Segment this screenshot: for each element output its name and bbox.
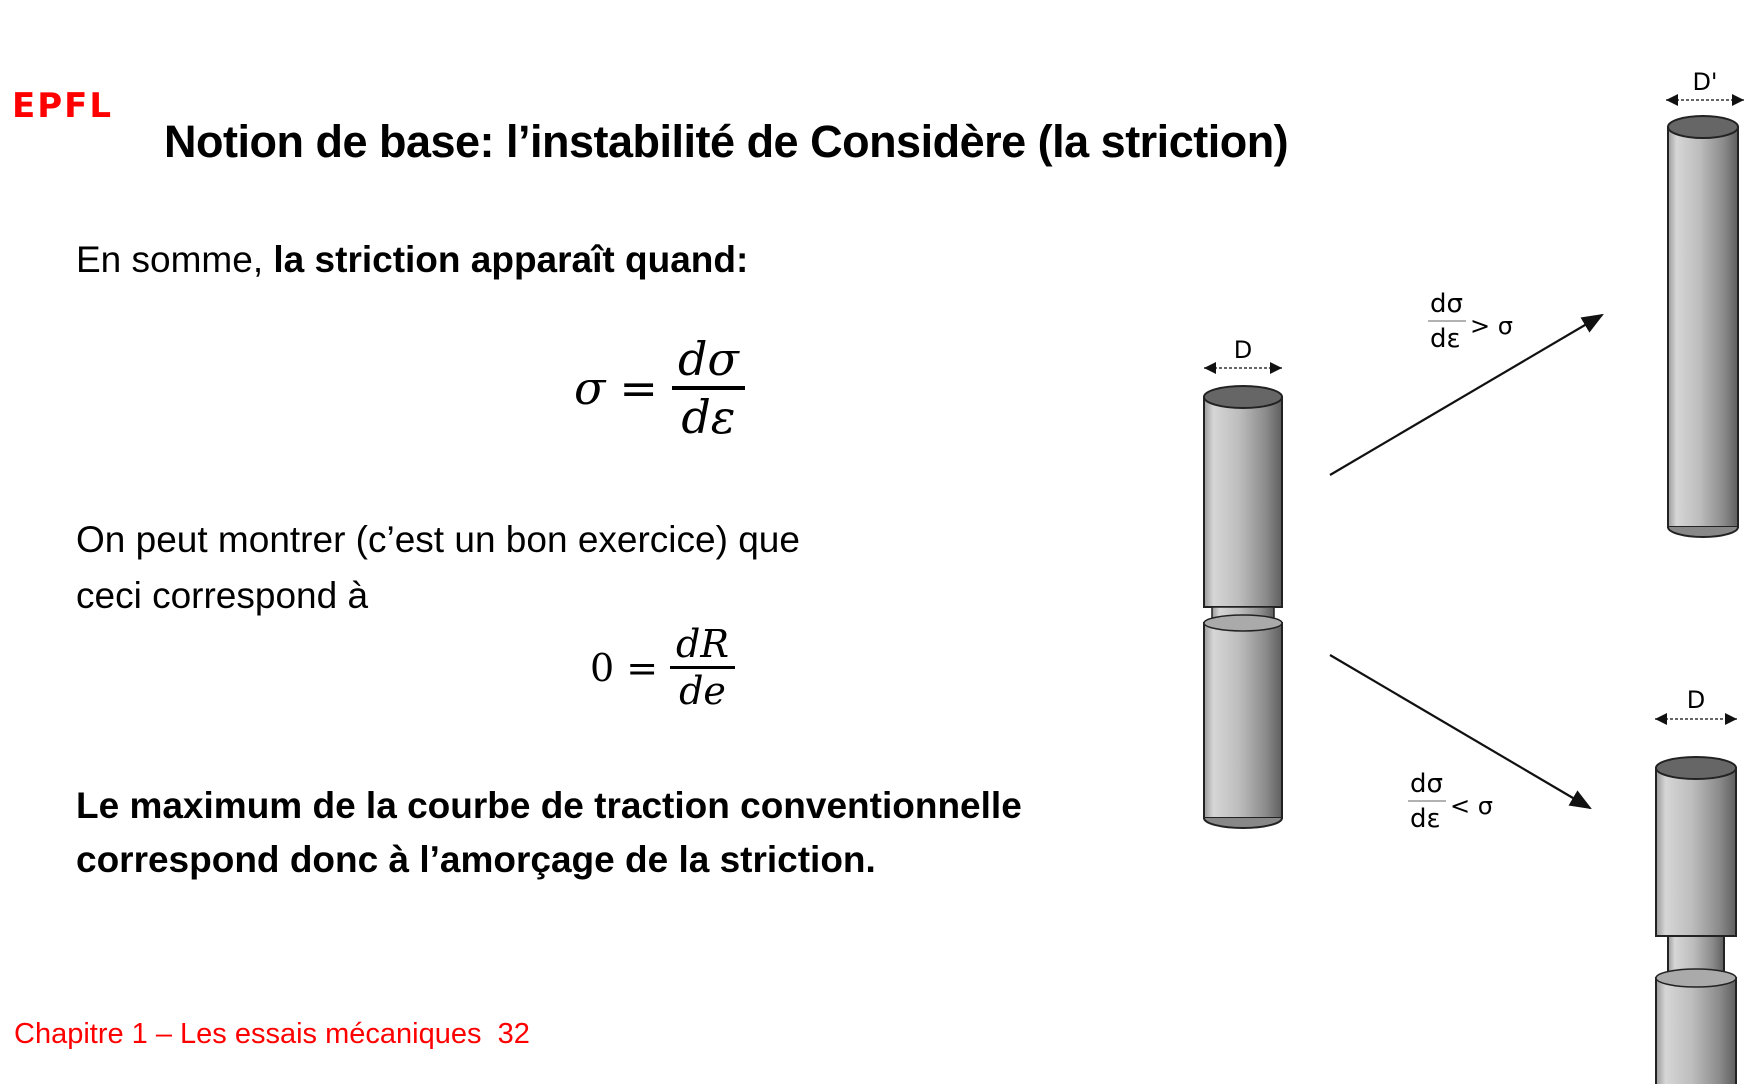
equation-fraction bbox=[670, 622, 735, 713]
equation-considere bbox=[574, 332, 745, 444]
initial-specimen bbox=[1204, 336, 1282, 828]
condition-relation: > σ bbox=[1470, 312, 1513, 340]
elongated-diameter-label: D' bbox=[1692, 68, 1718, 96]
necked-specimen bbox=[1655, 686, 1737, 1084]
equation-dR-de bbox=[590, 622, 735, 713]
equation-equals: = bbox=[626, 645, 659, 690]
fraction-numerator: dR bbox=[676, 622, 729, 666]
paragraph-line-2: ceci correspond à bbox=[76, 575, 369, 616]
conclusion-line-2: correspond donc à l’amorçage de la striction. bbox=[76, 839, 876, 880]
necking-diagram bbox=[1150, 50, 1758, 1084]
footer-chapter: Chapitre 1 – Les essais mécaniques bbox=[14, 1018, 482, 1050]
condition-numerator: dσ bbox=[1410, 769, 1443, 799]
condition-relation: < σ bbox=[1450, 792, 1493, 820]
slide-title: Notion de base: l’instabilité de Considère (la striction) bbox=[164, 116, 1289, 167]
condition-numerator: dσ bbox=[1430, 289, 1463, 319]
uniform-elongation-specimen bbox=[1666, 68, 1744, 537]
epfl-logo: EPFL bbox=[12, 86, 114, 126]
fraction-numerator: dσ bbox=[677, 332, 739, 386]
necking-arrow bbox=[1330, 655, 1590, 808]
condition-denominator: dε bbox=[1410, 804, 1441, 834]
stable-condition bbox=[1428, 289, 1513, 354]
conclusion-line-1: Le maximum de la courbe de traction conventionnelle bbox=[76, 785, 1022, 826]
intro-bold-text: la striction apparaît quand: bbox=[273, 239, 749, 280]
footer bbox=[14, 1018, 530, 1051]
intro-line bbox=[76, 232, 748, 288]
stable-arrow bbox=[1330, 315, 1602, 475]
intro-plain-text: En somme, bbox=[76, 239, 274, 280]
fraction-denominator: dε bbox=[681, 390, 736, 444]
equation-equals: = bbox=[619, 361, 658, 415]
necking-condition bbox=[1408, 769, 1493, 834]
fraction-denominator: de bbox=[679, 669, 726, 713]
equation-fraction bbox=[672, 332, 745, 444]
initial-diameter-label: D bbox=[1233, 336, 1253, 364]
paragraph-line-1: On peut montrer (c’est un bon exercice) que bbox=[76, 519, 800, 560]
condition-denominator: dε bbox=[1430, 324, 1461, 354]
footer-page-number: 32 bbox=[497, 1018, 530, 1050]
equation-lhs: 0 bbox=[590, 645, 615, 690]
necked-diameter-label: D bbox=[1686, 686, 1706, 714]
equation-lhs: σ bbox=[574, 361, 606, 415]
